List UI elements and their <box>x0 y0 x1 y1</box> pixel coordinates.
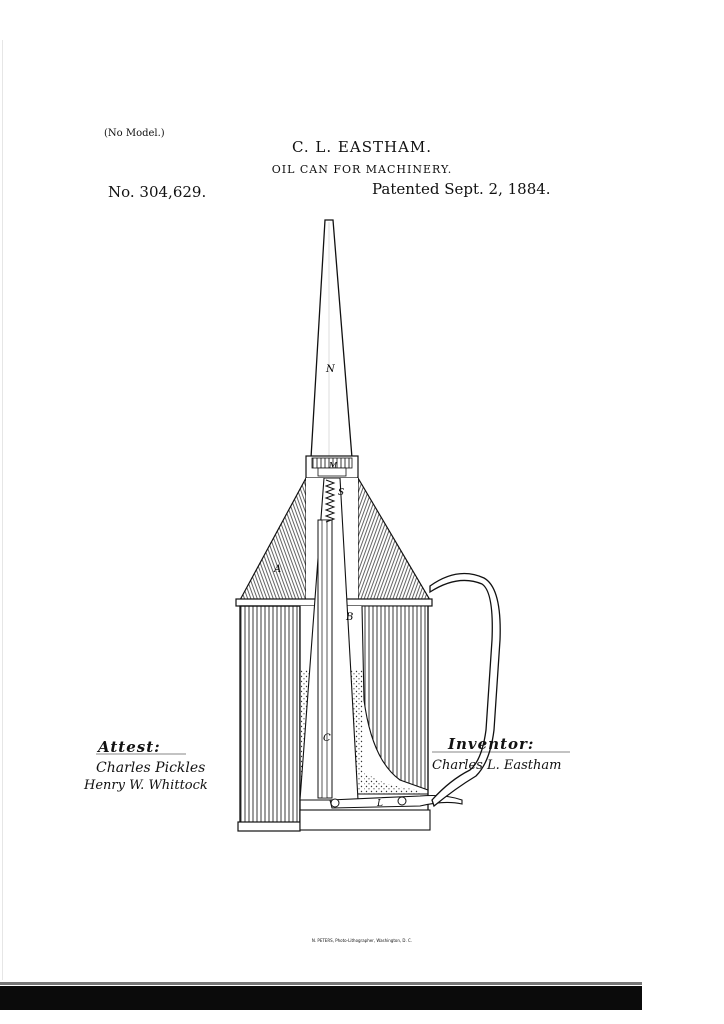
witness-signature-2: Henry W. Whittock <box>84 778 208 793</box>
spout <box>311 220 352 458</box>
label-b: B <box>346 612 354 623</box>
label-a: A <box>274 564 282 575</box>
scan-bottom-edge <box>0 982 642 985</box>
witness-signature-1: Charles Pickles <box>96 760 206 776</box>
inventor-label: Inventor: <box>448 735 535 753</box>
inventor-signature: Charles L. Eastham <box>432 758 562 773</box>
label-m: M <box>329 461 338 470</box>
patent-number: No. 304,629. <box>108 183 207 201</box>
patent-date: Patented Sept. 2, 1884. <box>372 180 551 198</box>
label-c: C <box>323 733 331 744</box>
label-n: N <box>326 364 335 375</box>
attest-label: Attest: <box>98 738 161 756</box>
inventor-name-heading: C. L. EASTHAM. <box>291 138 433 156</box>
no-model-note: (No Model.) <box>104 128 165 139</box>
scan-bottom-bar <box>0 986 642 1010</box>
label-s: S <box>338 488 345 498</box>
label-l: L <box>377 799 383 809</box>
patent-title: OIL CAN FOR MACHINERY. <box>271 163 453 176</box>
lithographer-imprint: N. PETERS, Photo-Lithographer, Washington, D. C. <box>311 938 413 943</box>
